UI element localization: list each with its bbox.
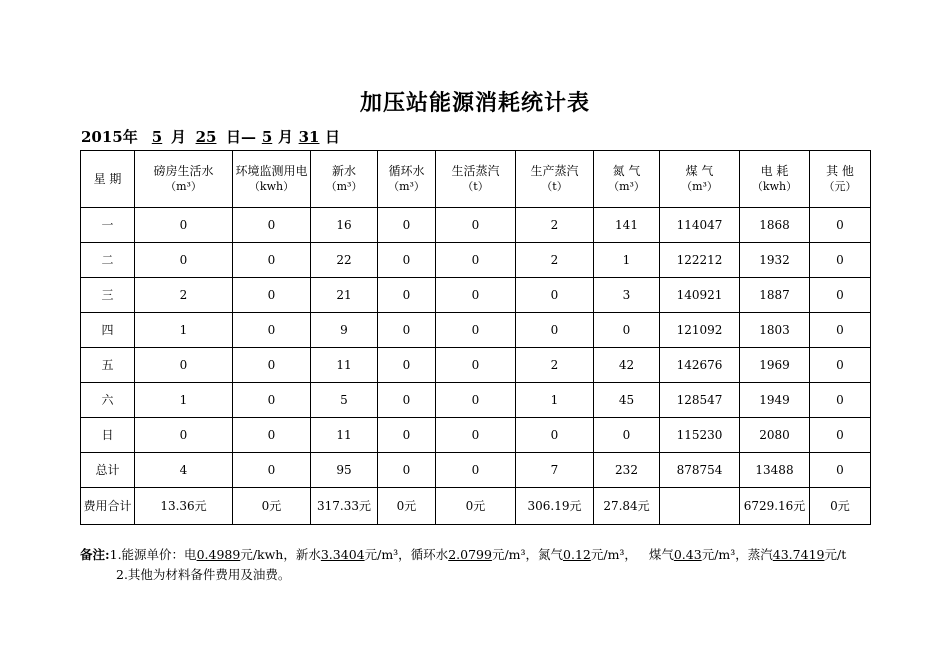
table-cell: 45 (594, 383, 660, 418)
table-cell: 二 (81, 243, 135, 278)
column-header (594, 151, 660, 208)
table-cell: 0 (810, 418, 871, 453)
table-cell: 1 (135, 313, 233, 348)
table-cell: 0 (436, 453, 516, 488)
table-cell: 0 (378, 418, 436, 453)
table-cell: 22 (311, 243, 378, 278)
table-cell: 五 (81, 348, 135, 383)
table-cell: 总计 (81, 453, 135, 488)
table-cell: 费用合计 (81, 488, 135, 525)
table-cell: 0元 (378, 488, 436, 525)
column-header (81, 151, 135, 208)
table-cell (660, 488, 740, 525)
table-cell: 7 (516, 453, 594, 488)
column-header-unit: （m³） (325, 180, 363, 193)
table-cell: 317.33元 (311, 488, 378, 525)
table-cell: 4 (135, 453, 233, 488)
column-header-unit: （t） (462, 180, 489, 193)
table-cell: 0 (233, 383, 311, 418)
table-cell: 0 (810, 243, 871, 278)
n2-unit: 元/m³， 煤气 (590, 547, 674, 562)
table-cell: 四 (81, 313, 135, 348)
table-cell: 0 (378, 208, 436, 243)
table-row (81, 383, 871, 418)
table-cell: 0 (594, 418, 660, 453)
column-header-unit: （m³） (608, 180, 645, 193)
date-range (81, 126, 340, 147)
table-cell: 0 (516, 313, 594, 348)
table-cell: 5 (311, 383, 378, 418)
table-cell: 0 (436, 348, 516, 383)
n2-price: 0.12 (563, 547, 591, 562)
table-cell: 1887 (740, 278, 810, 313)
table-cell: 95 (311, 453, 378, 488)
table-row (81, 348, 871, 383)
table-cell: 0 (233, 313, 311, 348)
table-cell: 3 (594, 278, 660, 313)
table-cell: 0 (135, 243, 233, 278)
year-suffix: 年 (122, 128, 138, 146)
table-cell: 21 (311, 278, 378, 313)
table-cell: 1969 (740, 348, 810, 383)
column-header (233, 151, 311, 208)
table-cell: 6729.16元 (740, 488, 810, 525)
column-header (135, 151, 233, 208)
table-cell: 1932 (740, 243, 810, 278)
gas-unit: 元/m³，蒸汽 (701, 547, 773, 562)
table-cell: 140921 (660, 278, 740, 313)
table-cell: 0 (810, 278, 871, 313)
column-header-label: 其 他 (826, 164, 854, 178)
table-cell: 13488 (740, 453, 810, 488)
steam-price: 43.7419 (772, 547, 825, 562)
table-cell: 0 (378, 313, 436, 348)
column-header-unit: （m³） (165, 180, 202, 193)
table-cell: 三 (81, 278, 135, 313)
cost-total-row (81, 488, 871, 525)
column-header-label: 星 期 (93, 171, 122, 186)
table-row (81, 243, 871, 278)
steam-unit: 元/t (824, 547, 847, 562)
column-header-unit: （kwh） (248, 180, 295, 193)
table-cell: 306.19元 (516, 488, 594, 525)
column-header (436, 151, 516, 208)
table-cell: 0 (233, 418, 311, 453)
energy-table (80, 150, 871, 525)
table-cell: 0 (378, 453, 436, 488)
table-cell: 11 (311, 418, 378, 453)
column-header (740, 151, 810, 208)
column-header-label: 新水 (331, 164, 356, 178)
table-cell: 13.36元 (135, 488, 233, 525)
table-cell: 42 (594, 348, 660, 383)
table-cell: 0 (810, 348, 871, 383)
table-cell: 0元 (810, 488, 871, 525)
table-cell: 0 (135, 418, 233, 453)
table-cell: 0元 (436, 488, 516, 525)
table-cell: 128547 (660, 383, 740, 418)
column-header (311, 151, 378, 208)
water-price: 3.3404 (320, 547, 365, 562)
column-header-label: 煤 气 (685, 164, 714, 178)
table-cell: 0 (233, 278, 311, 313)
table-row (81, 313, 871, 348)
page-title: 加压站能源消耗统计表 (359, 90, 590, 116)
table-cell: 0 (436, 313, 516, 348)
table-cell: 一 (81, 208, 135, 243)
column-header (516, 151, 594, 208)
start-day: 25 (195, 128, 217, 146)
table-cell: 2 (516, 208, 594, 243)
table-cell: 0 (810, 383, 871, 418)
table-cell: 0 (436, 278, 516, 313)
notes (80, 545, 846, 585)
table-row (81, 278, 871, 313)
table-cell: 0元 (233, 488, 311, 525)
table-cell: 16 (311, 208, 378, 243)
table-cell: 1803 (740, 313, 810, 348)
notes-label: 备注: (80, 547, 110, 562)
table-cell: 0 (378, 243, 436, 278)
table-cell: 2 (516, 243, 594, 278)
table-cell: 0 (594, 313, 660, 348)
table-cell: 0 (436, 383, 516, 418)
table-cell: 0 (135, 208, 233, 243)
table-cell: 141 (594, 208, 660, 243)
header-row (81, 151, 871, 208)
column-header (378, 151, 436, 208)
table-cell: 0 (378, 278, 436, 313)
end-month: 5 (261, 128, 273, 146)
table-cell: 114047 (660, 208, 740, 243)
table-cell: 142676 (660, 348, 740, 383)
table-cell: 0 (135, 348, 233, 383)
table-cell: 0 (233, 208, 311, 243)
column-header-unit: （t） (541, 180, 568, 193)
table-cell: 1 (516, 383, 594, 418)
end-day: 31 (298, 128, 320, 146)
table-cell: 0 (810, 208, 871, 243)
table-row (81, 418, 871, 453)
column-header-unit: （元） (823, 180, 857, 193)
circ-unit: 元/m³，氮气 (491, 547, 564, 562)
gas-price: 0.43 (673, 547, 702, 562)
day-char-2: 日 (325, 128, 341, 146)
notes-line-1 (80, 545, 846, 565)
table-cell: 0 (233, 453, 311, 488)
column-header (660, 151, 740, 208)
table-cell: 9 (311, 313, 378, 348)
start-month: 5 (151, 128, 163, 146)
table-cell: 878754 (660, 453, 740, 488)
table-row (81, 208, 871, 243)
column-header-label: 循环水 (388, 164, 425, 178)
table-cell: 0 (516, 278, 594, 313)
table-cell: 121092 (660, 313, 740, 348)
column-header-label: 生产蒸汽 (530, 164, 579, 178)
table-cell: 232 (594, 453, 660, 488)
table-cell: 日 (81, 418, 135, 453)
month-char-2: 月 (278, 128, 294, 146)
column-header-unit: （m³） (681, 180, 718, 193)
table-cell: 115230 (660, 418, 740, 453)
table-cell: 0 (233, 348, 311, 383)
table-cell: 0 (810, 453, 871, 488)
table-cell: 27.84元 (594, 488, 660, 525)
column-header-label: 电 耗 (760, 164, 789, 178)
month-char-1: 月 (171, 128, 187, 146)
table-cell: 0 (436, 243, 516, 278)
table-cell: 2080 (740, 418, 810, 453)
year: 2015 (81, 128, 123, 146)
column-header-unit: （kwh） (751, 180, 798, 193)
water-unit: 元/m³，循环水 (364, 547, 449, 562)
table-cell: 1 (594, 243, 660, 278)
elec-unit: 元/kwh，新水 (240, 547, 321, 562)
table-cell: 0 (436, 418, 516, 453)
table-cell: 1 (135, 383, 233, 418)
table-cell: 1868 (740, 208, 810, 243)
circ-price: 2.0799 (448, 547, 492, 562)
column-header-label: 生活蒸汽 (451, 164, 500, 178)
table-cell: 六 (81, 383, 135, 418)
table-cell: 0 (810, 313, 871, 348)
table-cell: 2 (516, 348, 594, 383)
table-cell: 11 (311, 348, 378, 383)
table-cell: 0 (233, 243, 311, 278)
table-cell: 0 (436, 208, 516, 243)
column-header-unit: （m³） (388, 180, 425, 193)
column-header (810, 151, 871, 208)
date-dash: — (241, 128, 257, 146)
table-cell: 0 (378, 348, 436, 383)
column-header-label: 环境监测用电 (235, 164, 308, 178)
table-cell: 2 (135, 278, 233, 313)
table-cell: 122212 (660, 243, 740, 278)
notes-line-2: 2.其他为材料备件费用及油费。 (116, 567, 291, 582)
table-cell: 1949 (740, 383, 810, 418)
column-header-label: 磅房生活水 (153, 164, 214, 178)
table-cell: 0 (378, 383, 436, 418)
day-char-1: 日 (226, 128, 242, 146)
notes-prefix: 1.能源单价：电 (109, 547, 197, 562)
table-row (81, 453, 871, 488)
column-header-label: 氮 气 (612, 164, 641, 178)
elec-price: 0.4989 (196, 547, 241, 562)
table-cell: 0 (516, 418, 594, 453)
